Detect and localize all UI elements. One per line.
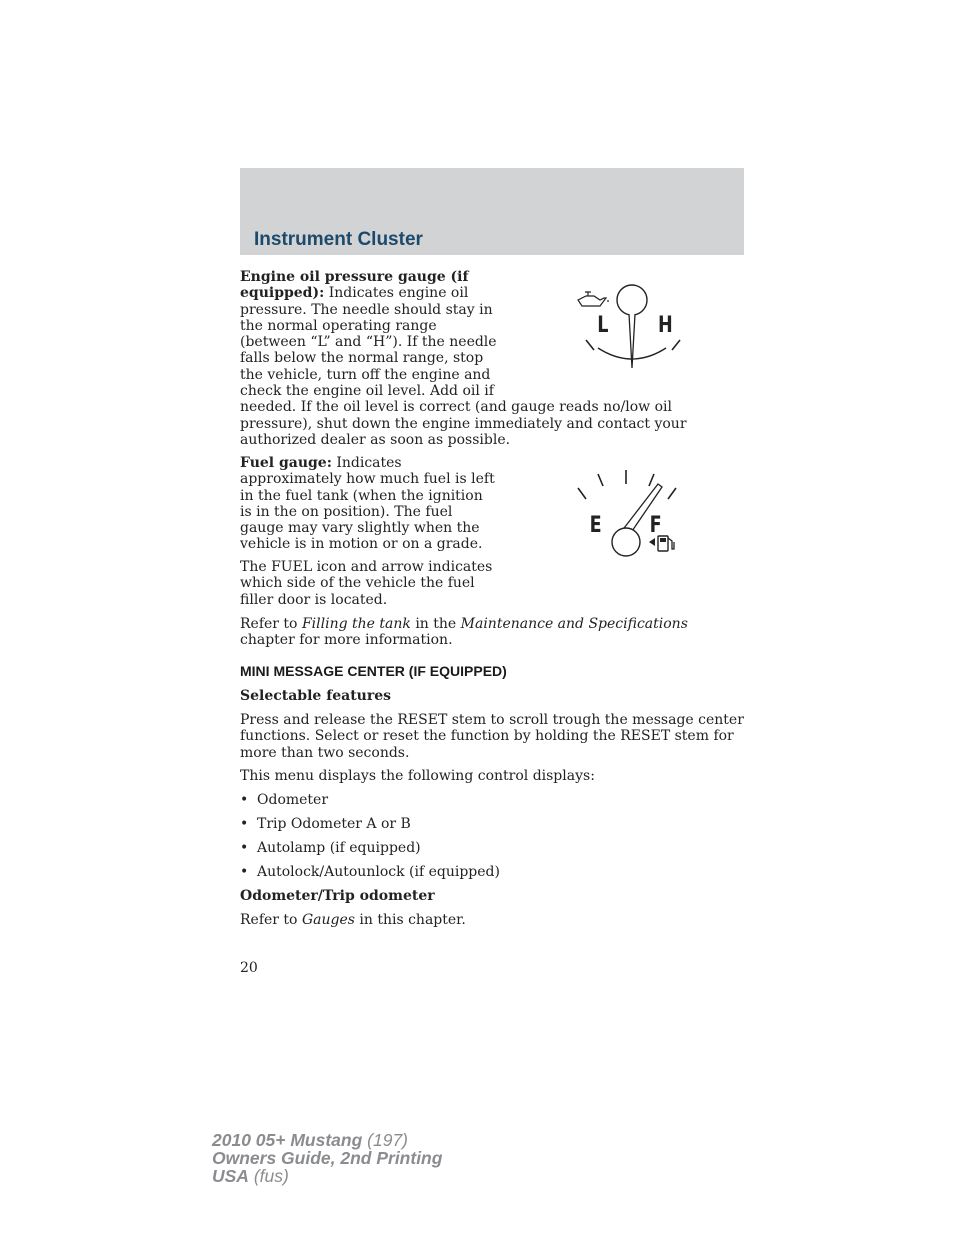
oil-pressure-body-wide: needed. If the oil level is correct (and gauge reads no/low oil pressure), shut down the engine immediately and contact your authorized dealer as soon as possible. [240,399,687,448]
refer-suffix: chapter for more information. [240,632,453,649]
oil-pressure-gauge-figure [570,280,690,375]
list-item [240,864,500,880]
footer-market-code: (fus) [253,1166,289,1186]
refer-paragraph [240,616,744,649]
fuel-gauge-tick-2 [598,474,603,486]
list-item [240,792,328,808]
oil-gauge-needle [629,314,635,368]
oil-gauge-hub [617,285,647,315]
gauges-link: Gauges [301,912,355,928]
bullet-icon: • [240,792,249,808]
oil-gauge-high-label: H [658,312,673,338]
fuel-gauge-full-label: F [649,512,662,538]
refer-gauges-paragraph [240,912,744,928]
page-number: 20 [240,960,258,976]
footer-model: 2010 05+ Mustang [212,1130,363,1150]
fuel-gauge-tick-5 [668,488,676,499]
section-header-band [240,168,744,255]
fuel-gauge-empty-label: E [589,512,602,538]
oil-can-icon [578,292,608,306]
fuel-gauge-figure [572,466,684,562]
footer-printing: Owners Guide, 2nd Printing [212,1148,443,1168]
bullet-icon: • [240,840,249,856]
press-reset-paragraph: Press and release the RESET stem to scroll trough the message center functions. Select or reset the function by holding the RESET stem for more than two seconds. [240,712,744,761]
fuel-gauge-tick-1 [578,488,586,499]
oil-gauge-low-label: L [597,312,609,338]
bullet-icon: • [240,864,249,880]
oil-pressure-narrow-block [240,269,498,399]
fuel-gauge-paragraph [240,455,495,553]
refer-link-maintenance: Maintenance and Specifications [460,616,688,632]
oil-pressure-body-narrow: Indicates engine oil pressure. The needle should stay in the normal operating range (between “L” and “H”). If the needle falls below the normal range, stop the vehicle, turn off the engine and check the engine oil level. Add oil if [240,285,497,400]
gauges-prefix: Refer to [240,912,298,928]
refer-link-filling-tank: Filling the tank [301,616,411,632]
fuel-pump-icon [658,536,674,551]
fuel-gauge-body: Indicates approximately how much fuel is left in the fuel tank (when the ignition is in the on position). The fuel gauge may vary slightly when the vehicle is in motion or on a grade. [240,455,495,553]
gauges-suffix: in this chapter. [359,912,466,928]
list-item-label: Autolock/Autounlock (if equipped) [257,864,500,880]
footer-line-1 [212,1131,442,1149]
oil-pressure-heading: Engine oil pressure gauge (if equipped): [240,269,469,302]
footer-market: USA [212,1166,249,1186]
refer-prefix: Refer to [240,616,298,632]
odometer-heading: Odometer/Trip odometer [240,888,435,904]
menu-displays-paragraph: This menu displays the following control displays: [240,768,595,784]
fuel-icon-paragraph: The FUEL icon and arrow indicates which side of the vehicle the fuel filler door is located. [240,559,493,608]
section-title: Instrument Cluster [254,229,423,250]
footer-model-code: (197) [367,1130,409,1150]
footer-line-2 [212,1149,442,1167]
list-item [240,840,421,856]
footer-edition-info [212,1131,442,1185]
list-item-label: Trip Odometer A or B [257,816,411,832]
fuel-gauge-tick-4 [649,474,654,486]
oil-gauge-tick-right [672,340,680,350]
fuel-door-arrow-icon [649,538,655,546]
fuel-gauge-hub [612,528,640,556]
list-item-label: Odometer [257,792,329,808]
list-item-label: Autolamp (if equipped) [257,840,421,856]
mini-message-center-heading: MINI MESSAGE CENTER (IF EQUIPPED) [240,663,507,679]
fuel-gauge-heading: Fuel gauge: [240,455,332,471]
refer-middle: in the [415,616,457,632]
selectable-features-heading: Selectable features [240,688,392,704]
bullet-icon: • [240,816,249,832]
oil-gauge-tick-left [586,340,594,350]
list-item [240,816,411,832]
footer-line-3 [212,1167,442,1185]
